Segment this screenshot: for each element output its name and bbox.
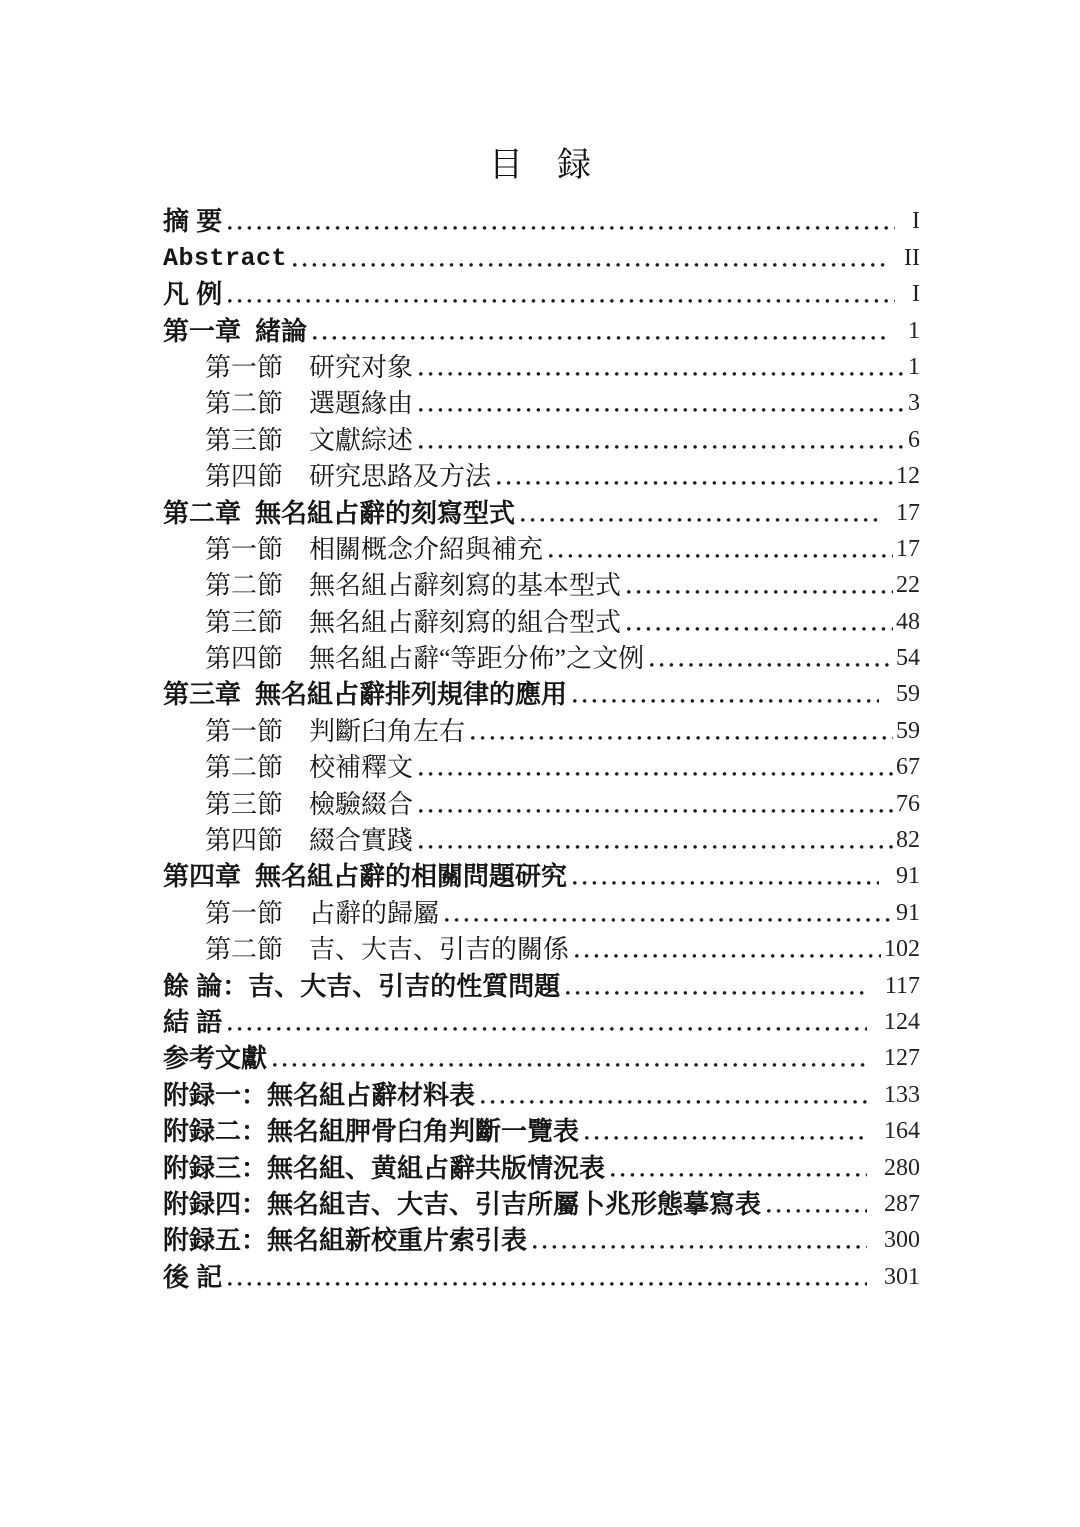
toc-entry-page: 127 (884, 1045, 920, 1072)
dot-leader-icon (573, 699, 879, 703)
toc-entry[interactable] (163, 457, 920, 493)
toc-list (163, 202, 920, 1294)
toc-entry[interactable] (163, 566, 920, 602)
toc-entry-page: 102 (884, 936, 920, 963)
toc-entry[interactable] (163, 275, 920, 311)
dot-leader-icon (419, 809, 893, 813)
toc-entry-title: 無名組占辭“等距分佈”之文例 (309, 644, 645, 674)
dot-leader-icon (575, 954, 881, 958)
toc-entry-page: 124 (884, 1008, 920, 1035)
toc-entry[interactable] (163, 420, 920, 456)
toc-entry[interactable] (163, 1003, 920, 1039)
toc-entry-page: 287 (884, 1190, 920, 1217)
toc-entry-label: 第二節 (205, 389, 284, 419)
toc-entry-title: 無名組占辭的相關問題研究 (255, 861, 568, 892)
toc-entry-page: 133 (884, 1081, 920, 1108)
toc-entry[interactable] (163, 493, 920, 529)
toc-entry-title: 吉、大吉、引吉的關係 (309, 935, 570, 965)
toc-entry[interactable] (163, 748, 920, 784)
toc-entry-label: 第三章 (163, 679, 242, 710)
toc-entry[interactable] (163, 893, 920, 929)
toc-entry-page: 17 (896, 535, 920, 562)
dot-leader-icon (228, 299, 895, 303)
toc-entry-label: 第二節 (205, 571, 284, 601)
toc-entry-page: 76 (896, 790, 920, 817)
toc-entry[interactable] (163, 711, 920, 747)
toc-entry-title: 相關概念介紹與補充 (309, 534, 544, 564)
toc-entry-page: 280 (884, 1154, 920, 1181)
toc-entry-page: 67 (896, 754, 920, 781)
toc-entry-title: 参考文獻 (163, 1043, 268, 1074)
toc-entry-page: 1 (908, 353, 920, 380)
toc-entry-page: 22 (896, 572, 920, 599)
toc-entry-title: 附録一：無名組占辭材料表 (163, 1079, 476, 1110)
toc-entry-title: 緒論 (255, 315, 308, 346)
toc-entry-page: 59 (896, 681, 920, 708)
toc-entry[interactable] (163, 1112, 920, 1148)
toc-entry-page: 1 (908, 317, 920, 344)
toc-entry-title: 占辭的歸屬 (309, 898, 440, 928)
dot-leader-icon (228, 226, 895, 230)
toc-entry-title: 綴合實踐 (309, 826, 414, 856)
toc-entry[interactable] (163, 966, 920, 1002)
toc-entry-title: 選題緣由 (309, 389, 414, 419)
toc-entry[interactable] (163, 384, 920, 420)
toc-entry-label: 第一節 (205, 898, 284, 928)
toc-entry[interactable] (163, 675, 920, 711)
toc-entry-label: 第一節 (205, 534, 284, 564)
toc-entry[interactable] (163, 602, 920, 638)
toc-entry-title: 結 語 (163, 1006, 223, 1037)
toc-entry-page: 17 (896, 499, 920, 526)
dot-leader-icon (419, 408, 905, 412)
toc-entry[interactable] (163, 1185, 920, 1221)
toc-entry-page: 82 (896, 827, 920, 854)
dot-leader-icon (313, 336, 891, 340)
dot-leader-icon (228, 1027, 867, 1031)
toc-entry-title: 附録三：無名組、黄組占辭共版情況表 (163, 1152, 606, 1183)
dot-leader-icon (228, 1282, 867, 1286)
toc-entry-page: 164 (884, 1118, 920, 1145)
dot-leader-icon (471, 736, 893, 740)
toc-entry-label: 第二章 (163, 497, 242, 528)
toc-entry-label: 第一節 (205, 716, 284, 746)
toc-entry-page: 117 (884, 972, 920, 999)
dot-leader-icon (573, 881, 879, 885)
dot-leader-icon (419, 772, 893, 776)
toc-entry-page: 6 (908, 426, 920, 453)
toc-entry-title: 無名組占辭刻寫的組合型式 (309, 607, 622, 637)
toc-entry-label: 第四節 (205, 462, 284, 492)
dot-leader-icon (293, 263, 887, 267)
dot-leader-icon (650, 663, 893, 667)
toc-entry[interactable] (163, 784, 920, 820)
toc-entry-label: 第二節 (205, 935, 284, 965)
dot-leader-icon (566, 991, 868, 995)
toc-entry-page: I (912, 281, 920, 308)
dot-leader-icon (273, 1063, 867, 1067)
toc-entry[interactable] (163, 639, 920, 675)
toc-entry-title: 校補釋文 (309, 753, 414, 783)
dot-leader-icon (533, 1245, 867, 1249)
toc-entry-page: 3 (908, 390, 920, 417)
toc-entry-label: 第四節 (205, 644, 284, 674)
toc-entry-title: 凡 例 (163, 279, 223, 310)
toc-entry[interactable] (163, 1039, 920, 1075)
toc-entry-page: 91 (896, 899, 920, 926)
toc-entry-page: II (904, 244, 920, 271)
toc-entry-title: 餘 論：吉、大吉、引吉的性質問題 (163, 970, 561, 1001)
toc-entry-page: 48 (896, 608, 920, 635)
toc-entry-title: 無名組占辭排列規律的應用 (255, 679, 568, 710)
toc-entry[interactable] (163, 930, 920, 966)
toc-entry-title: 摘 要 (163, 206, 223, 237)
toc-entry-title: 無名組占辭的刻寫型式 (255, 497, 516, 528)
toc-entry-title: 文獻綜述 (309, 425, 414, 455)
dot-leader-icon (627, 590, 893, 594)
dot-leader-icon (521, 518, 879, 522)
toc-entry-page: 12 (896, 463, 920, 490)
toc-entry-title: 判斷臼角左右 (309, 716, 466, 746)
toc-entry-page: 59 (896, 717, 920, 744)
dot-leader-icon (611, 1173, 867, 1177)
toc-entry-label: 第三節 (205, 789, 284, 819)
dot-leader-icon (767, 1209, 867, 1213)
toc-entry[interactable] (163, 1075, 920, 1111)
toc-entry[interactable] (163, 1257, 920, 1293)
toc-entry-title: 無名組占辭刻寫的基本型式 (309, 571, 622, 601)
dot-leader-icon (419, 372, 905, 376)
toc-entry-label: 第二節 (205, 753, 284, 783)
toc-entry-title: 後 記 (163, 1261, 223, 1292)
toc-entry[interactable] (163, 1148, 920, 1184)
toc-entry-page: I (912, 208, 920, 235)
toc-entry[interactable] (163, 530, 920, 566)
toc-entry-label: 第四章 (163, 861, 242, 892)
page-title: 目 録 (489, 147, 591, 184)
toc-entry-label: 第三節 (205, 607, 284, 637)
toc-entry[interactable] (163, 348, 920, 384)
toc-entry-title: 附録四：無名組吉、大吉、引吉所屬卜兆形態摹寫表 (163, 1188, 762, 1219)
toc-entry-title: 附録五：無名組新校重片索引表 (163, 1225, 528, 1256)
dot-leader-icon (627, 627, 893, 631)
toc-entry-title: 附録二：無名組胛骨臼角判斷一覽表 (163, 1116, 580, 1147)
toc-entry[interactable] (163, 311, 920, 347)
toc-entry-title: Abstract (163, 243, 288, 273)
dot-leader-icon (497, 481, 893, 485)
toc-entry[interactable] (163, 821, 920, 857)
toc-entry[interactable] (163, 857, 920, 893)
toc-entry[interactable] (163, 1221, 920, 1257)
dot-leader-icon (585, 1136, 867, 1140)
dot-leader-icon (445, 918, 893, 922)
toc-entry-label: 第三節 (205, 425, 284, 455)
toc-entry-page: 91 (896, 863, 920, 890)
toc-entry-page: 300 (884, 1227, 920, 1254)
dot-leader-icon (481, 1100, 867, 1104)
dot-leader-icon (549, 554, 893, 558)
toc-entry-title: 檢驗綴合 (309, 789, 414, 819)
toc-entry-title: 研究思路及方法 (309, 462, 492, 492)
toc-entry-label: 第一章 (163, 315, 242, 346)
toc-entry[interactable] (163, 202, 920, 238)
dot-leader-icon (419, 845, 893, 849)
toc-entry[interactable] (163, 238, 920, 274)
dot-leader-icon (419, 445, 905, 449)
toc-entry-page: 301 (884, 1263, 920, 1290)
toc-entry-label: 第一節 (205, 352, 284, 382)
toc-entry-title: 研究对象 (309, 352, 414, 382)
toc-entry-page: 54 (896, 645, 920, 672)
toc-entry-label: 第四節 (205, 826, 284, 856)
